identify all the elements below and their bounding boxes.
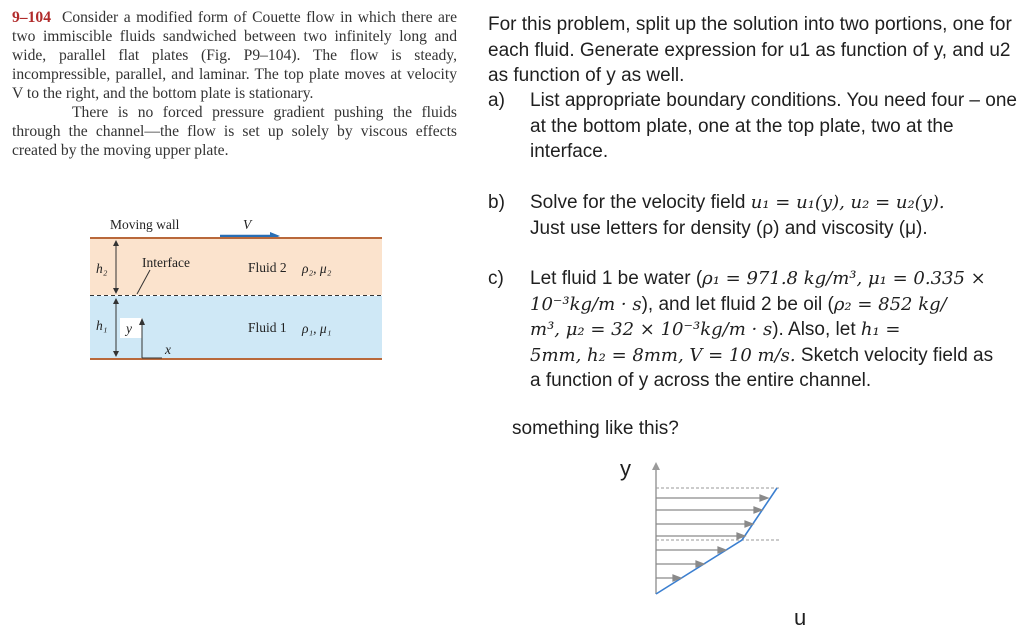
part-c xyxy=(488,266,1028,394)
part-a-text: List appropriate boundary conditions. You need four – one at the bottom plate, one at the top plate, two at the interface. xyxy=(530,90,1017,162)
part-b-math: u₁ = u₁(y), u₂ = u₂(y). xyxy=(750,192,945,213)
problem-text-1: Consider a modified form of Couette flow in which there are two immiscible fluids sandwiched between two infinitely long and wide, parallel flat plates (Fig. P9–104). The flow is steady, incompressible, parallel, and laminar. The top plate moves at velocity V to the right, and the bottom plate is stationary. xyxy=(12,9,458,102)
couette-figure xyxy=(90,212,382,372)
part-c-math-6: 5mm, h₂ = 8mm, V = 10 m/s. xyxy=(530,344,796,366)
part-c-math-5: h₁ = xyxy=(860,319,901,340)
moving-wall-label: Moving wall xyxy=(110,217,180,232)
sketch-u-label: u xyxy=(794,605,807,630)
h2-label: h₂ xyxy=(96,261,108,276)
x-axis-label: x xyxy=(165,342,171,357)
textbook-problem xyxy=(12,8,457,160)
instructions xyxy=(488,12,1028,391)
fluid1-label: Fluid 1 xyxy=(248,320,287,335)
part-a xyxy=(488,88,1028,165)
sketch-y-label: y xyxy=(620,456,631,481)
part-c-math-2: 10⁻³kg/m · s xyxy=(530,293,642,315)
fluid2-region xyxy=(90,239,382,295)
part-a-label: a) xyxy=(488,90,505,111)
sketch-velocity-arrows xyxy=(656,495,768,581)
fluid1-props: ρ₁, μ₁ xyxy=(302,321,332,336)
part-b xyxy=(488,190,1028,241)
part-c-math-1: ρ₁ = 971.8 kg/m³, μ₁ = 0.335 × xyxy=(702,268,986,289)
part-c-text-1: Let fluid 1 be water ( xyxy=(530,268,703,289)
problem-number: 9–104 xyxy=(12,9,51,26)
part-c-text-3: ). Also, let xyxy=(772,319,856,340)
part-c-math-3: ρ₂ = 852 kg/ xyxy=(833,293,947,315)
part-b-text-2: Just use letters for density (ρ) and viscosity (μ). xyxy=(530,217,928,239)
y-axis-label: y xyxy=(126,321,132,336)
part-c-math-4: m³, μ₂ = 32 × 10⁻³kg/m · s xyxy=(530,319,773,340)
problem-paragraph-1 xyxy=(12,8,457,103)
part-c-text-4: Sketch velocity field as xyxy=(800,344,994,366)
problem-paragraph-2: There is no forced pressure gradient pushing the fluids through the channel—the flow is set up solely by viscous effects created by the moving upper plate. xyxy=(12,104,457,159)
h1-label: h₁ xyxy=(96,318,108,333)
interface-label: Interface xyxy=(142,255,190,270)
velocity-label: V xyxy=(243,217,252,232)
fluid2-props: ρ₂, μ₂ xyxy=(302,261,332,276)
part-c-label: c) xyxy=(488,268,504,289)
part-b-text-1: Solve for the velocity field xyxy=(530,192,746,213)
fluid2-label: Fluid 2 xyxy=(248,260,287,275)
part-b-label: b) xyxy=(488,192,505,213)
part-c-text-2: ), and let fluid 2 be oil ( xyxy=(641,293,834,315)
part-c-text-5: a function of y across the entire channel. xyxy=(530,370,872,391)
instructions-intro: For this problem, split up the solution into two portions, one for each fluid. Generate expression for u1 as function of y, and u2 as function of y as well. xyxy=(488,14,1012,86)
velocity-profile-sketch xyxy=(600,450,810,630)
sketch-caption: something like this? xyxy=(512,418,679,439)
